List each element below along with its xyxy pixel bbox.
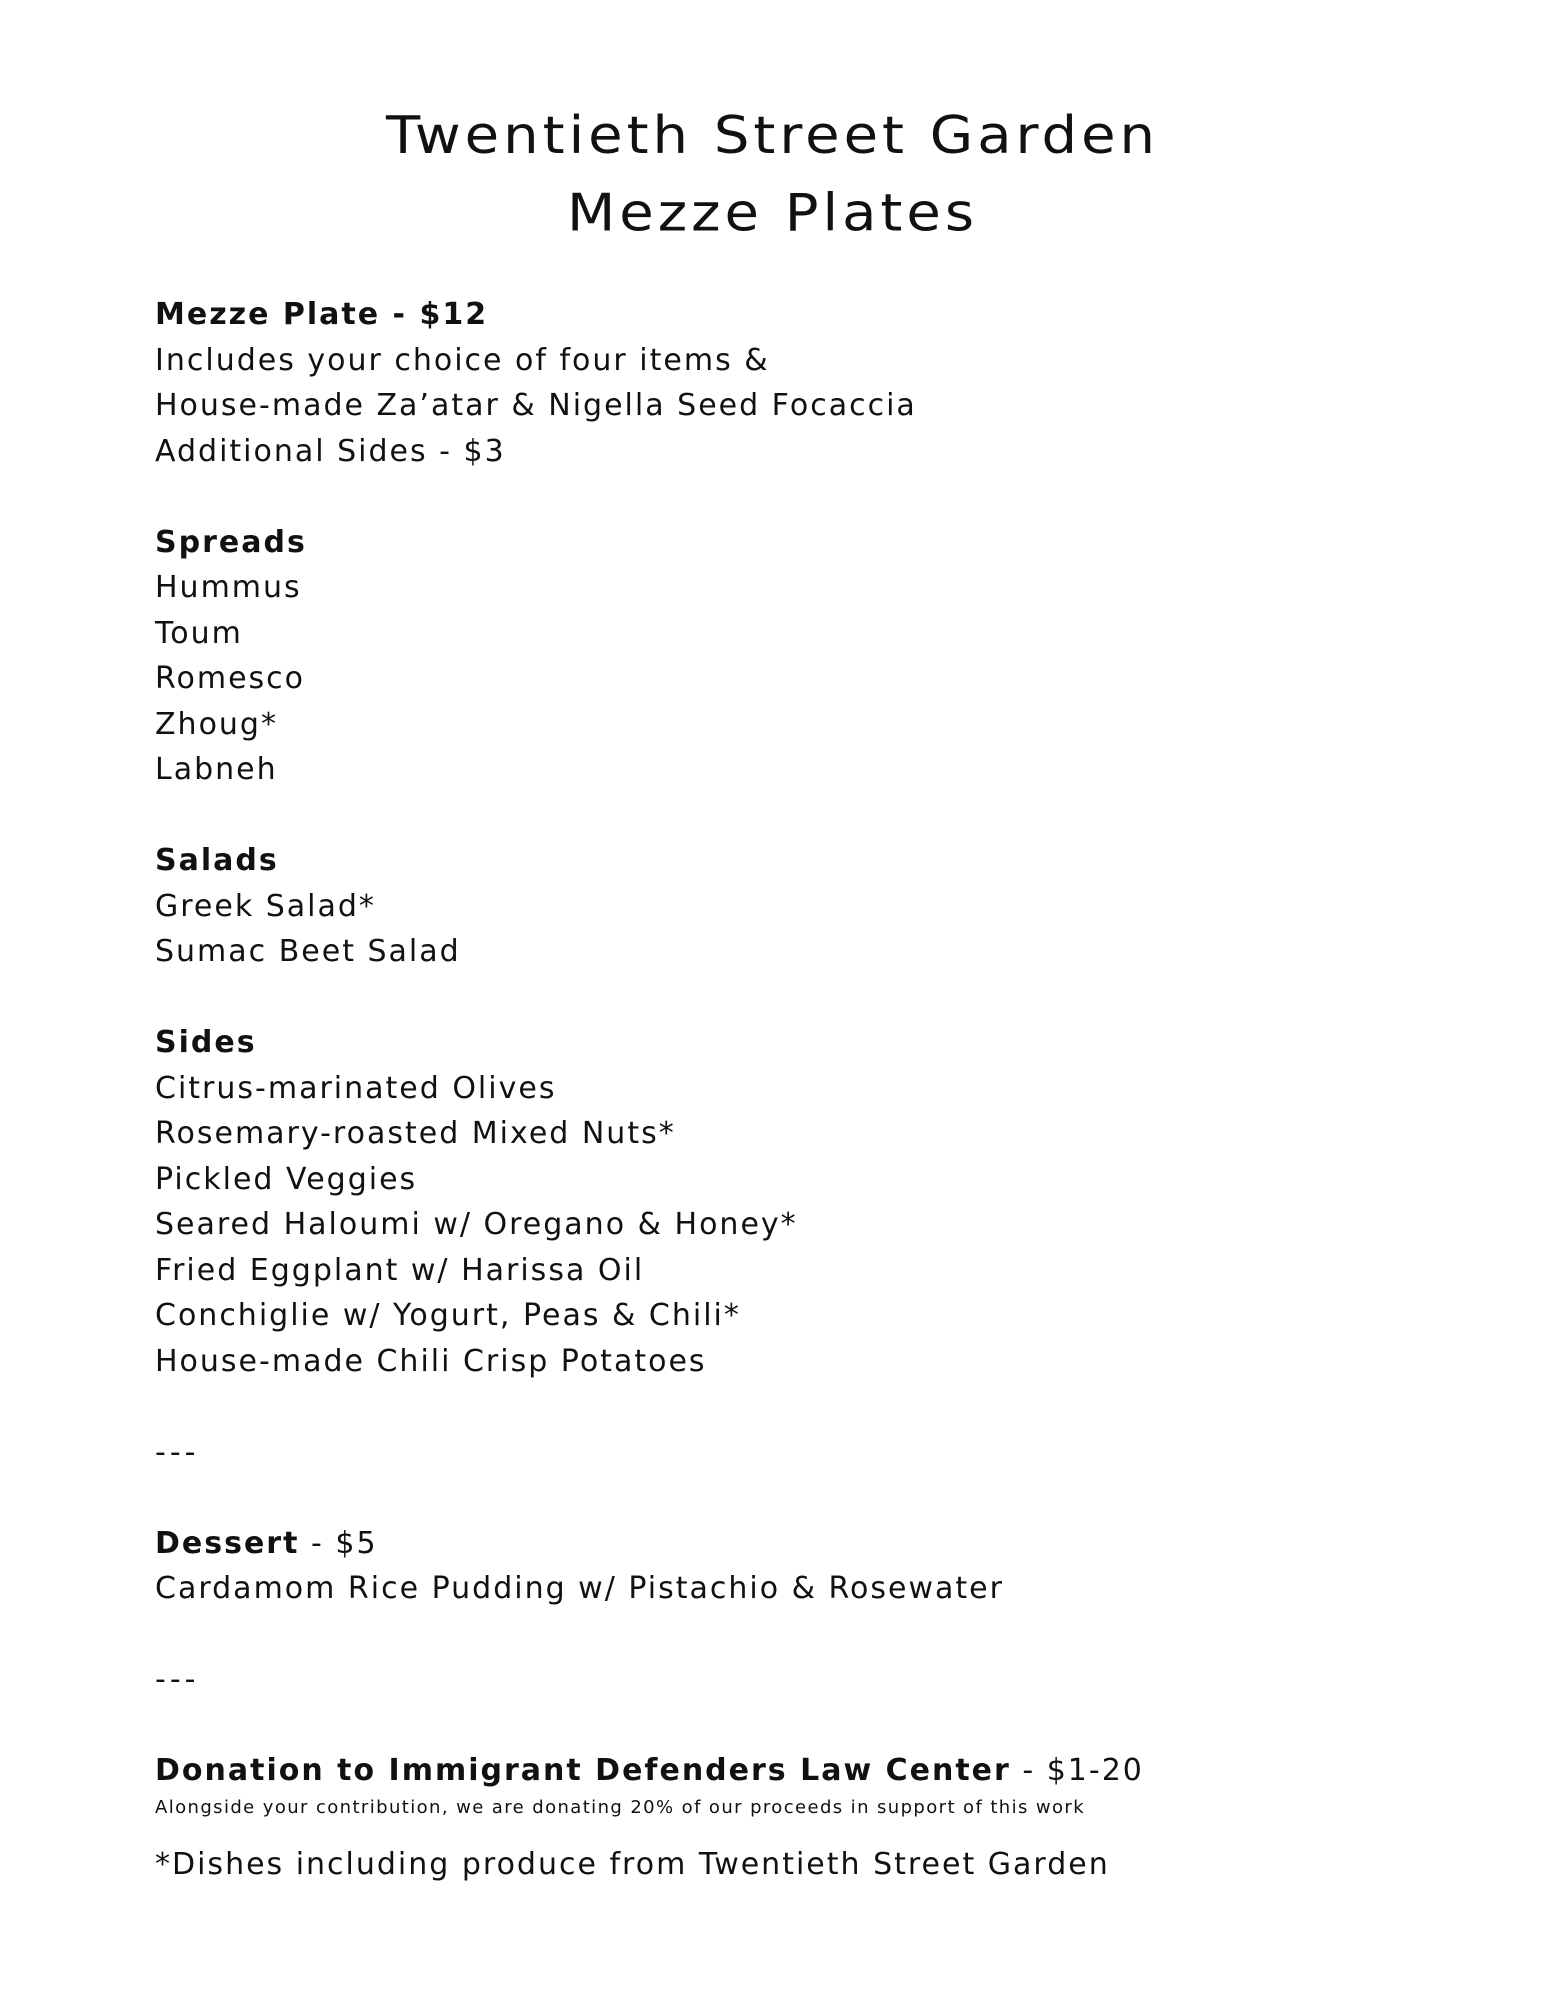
section-separator: ---	[155, 1662, 200, 1697]
restaurant-name: Twentieth Street Garden	[385, 106, 1160, 167]
section-separator: ---	[155, 1434, 200, 1470]
donation-heading: Donation to Immigrant Defenders Law Center	[155, 1753, 1011, 1788]
donation-price: - $1-20	[1010, 1753, 1144, 1788]
sides-heading: Sides	[155, 1025, 257, 1060]
spread-item: Romesco	[155, 661, 306, 696]
spread-item: Toum	[155, 615, 243, 651]
side-item: House-made Chili Crisp Potatoes	[155, 1343, 707, 1379]
menu-title	[0, 98, 1545, 253]
side-item: Conchiglie w/ Yogurt, Peas & Chili*	[155, 1298, 741, 1333]
salad-item: Sumac Beet Salad	[155, 934, 461, 969]
menu-name: Mezze Plates	[566, 183, 979, 244]
salad-item: Greek Salad*	[155, 888, 376, 924]
spreads-heading: Spreads	[155, 524, 307, 560]
spread-item: Zhoug*	[155, 706, 278, 742]
side-item: Pickled Veggies	[155, 1161, 418, 1197]
spread-item: Hummus	[155, 570, 302, 605]
side-item: Citrus-marinated Olives	[155, 1070, 557, 1106]
dessert-heading-line	[155, 1521, 1405, 1567]
mezze-description-1: Includes your choice of four items &	[155, 342, 770, 378]
dessert-heading: Dessert	[155, 1525, 300, 1561]
mezze-plate-heading: Mezze Plate - $12	[155, 297, 489, 332]
dessert-item: Cardamom Rice Pudding w/ Pistachio & Rosewater	[155, 1571, 1004, 1606]
side-item: Fried Eggplant w/ Harissa Oil	[155, 1252, 645, 1288]
dessert-price: - $5	[299, 1525, 378, 1561]
spread-item: Labneh	[155, 752, 278, 787]
side-item: Rosemary-roasted Mixed Nuts*	[155, 1116, 676, 1151]
menu-content	[155, 292, 1405, 1887]
mezze-description-3: Additional Sides - $3	[155, 433, 506, 469]
footnote: *Dishes including produce from Twentieth Street Garden	[155, 1846, 1110, 1882]
mezze-description-2: House-made Za’atar & Nigella Seed Focaccia	[155, 388, 917, 423]
donation-note: Alongside your contribution, we are donating 20% of our proceeds in support of this work	[155, 1796, 1086, 1818]
donation-heading-line	[155, 1748, 1405, 1794]
side-item: Seared Haloumi w/ Oregano & Honey*	[155, 1207, 798, 1242]
salads-heading: Salads	[155, 843, 279, 878]
